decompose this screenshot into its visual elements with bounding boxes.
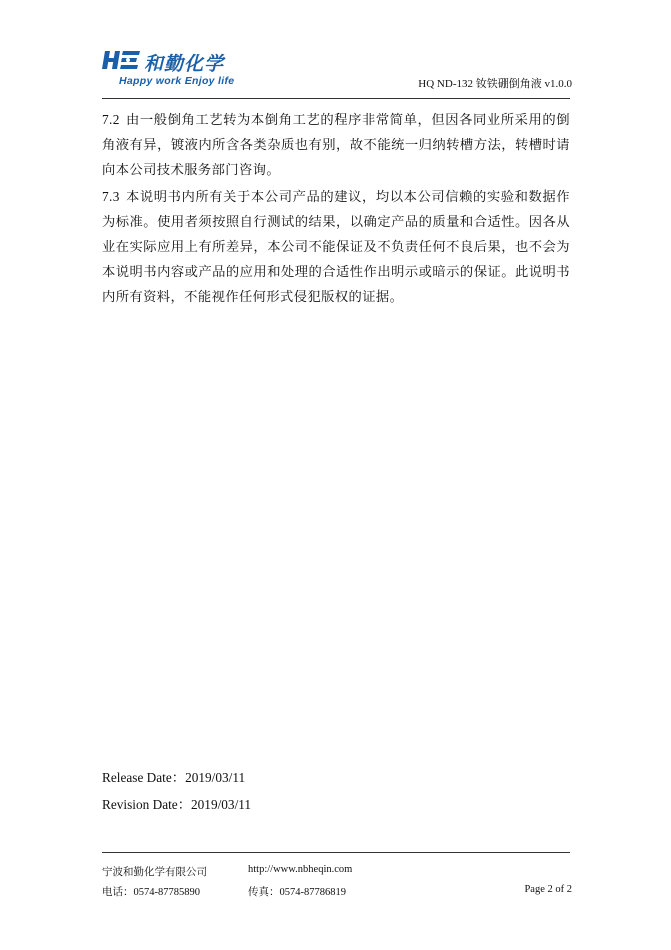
logo-tagline: Happy work Enjoy life — [119, 75, 235, 87]
section-number: 7.3 — [102, 189, 120, 204]
footer-website-link[interactable]: http://www.nbheqin.com — [248, 864, 353, 875]
footer-company: 宁波和勤化学有限公司 — [102, 867, 207, 878]
footer-fax: 传真：0574-87786819 — [248, 887, 346, 898]
document-code: HQ ND-132 钕铁硼倒角液 v1.0.0 — [418, 78, 572, 90]
company-logo — [102, 49, 262, 93]
footer-divider — [102, 852, 570, 853]
logo-name: 和勤化学 — [144, 53, 225, 75]
section-text: 由一般倒角工艺转为本倒角工艺的程序非常简单，但因各同业所采用的倒角液有异，镀液内所含各类杂质也有别，故不能统一归纳转槽方法，转槽时请向本公司技术服务部门咨询。 — [102, 112, 570, 177]
page-number: Page 2 of 2 — [524, 884, 572, 895]
section-text: 本说明书内所有关于本公司产品的建议，均以本公司信赖的实验和数据作为标准。使用者须按照自行测试的结果，以确定产品的质量和合适性。因各从业在实际应用上有所差异，本公司不能保证及不负责任何不良后果，也不会为本说明书内容或产品的应用和处理的合适性作出明示或暗示的保证。此说明书内所有资料，不能视作任何形式侵犯版权的证据。 — [102, 189, 570, 304]
footer-phone: 电话：0574-87785890 — [102, 887, 200, 898]
hqe-logo-icon — [102, 49, 142, 71]
section-7-3 — [102, 184, 570, 309]
release-date: Release Date：2019/03/11 — [102, 770, 246, 785]
revision-date: Revision Date：2019/03/11 — [102, 797, 252, 812]
section-7-2 — [102, 107, 570, 182]
header-divider — [102, 98, 570, 99]
section-number: 7.2 — [102, 112, 120, 127]
